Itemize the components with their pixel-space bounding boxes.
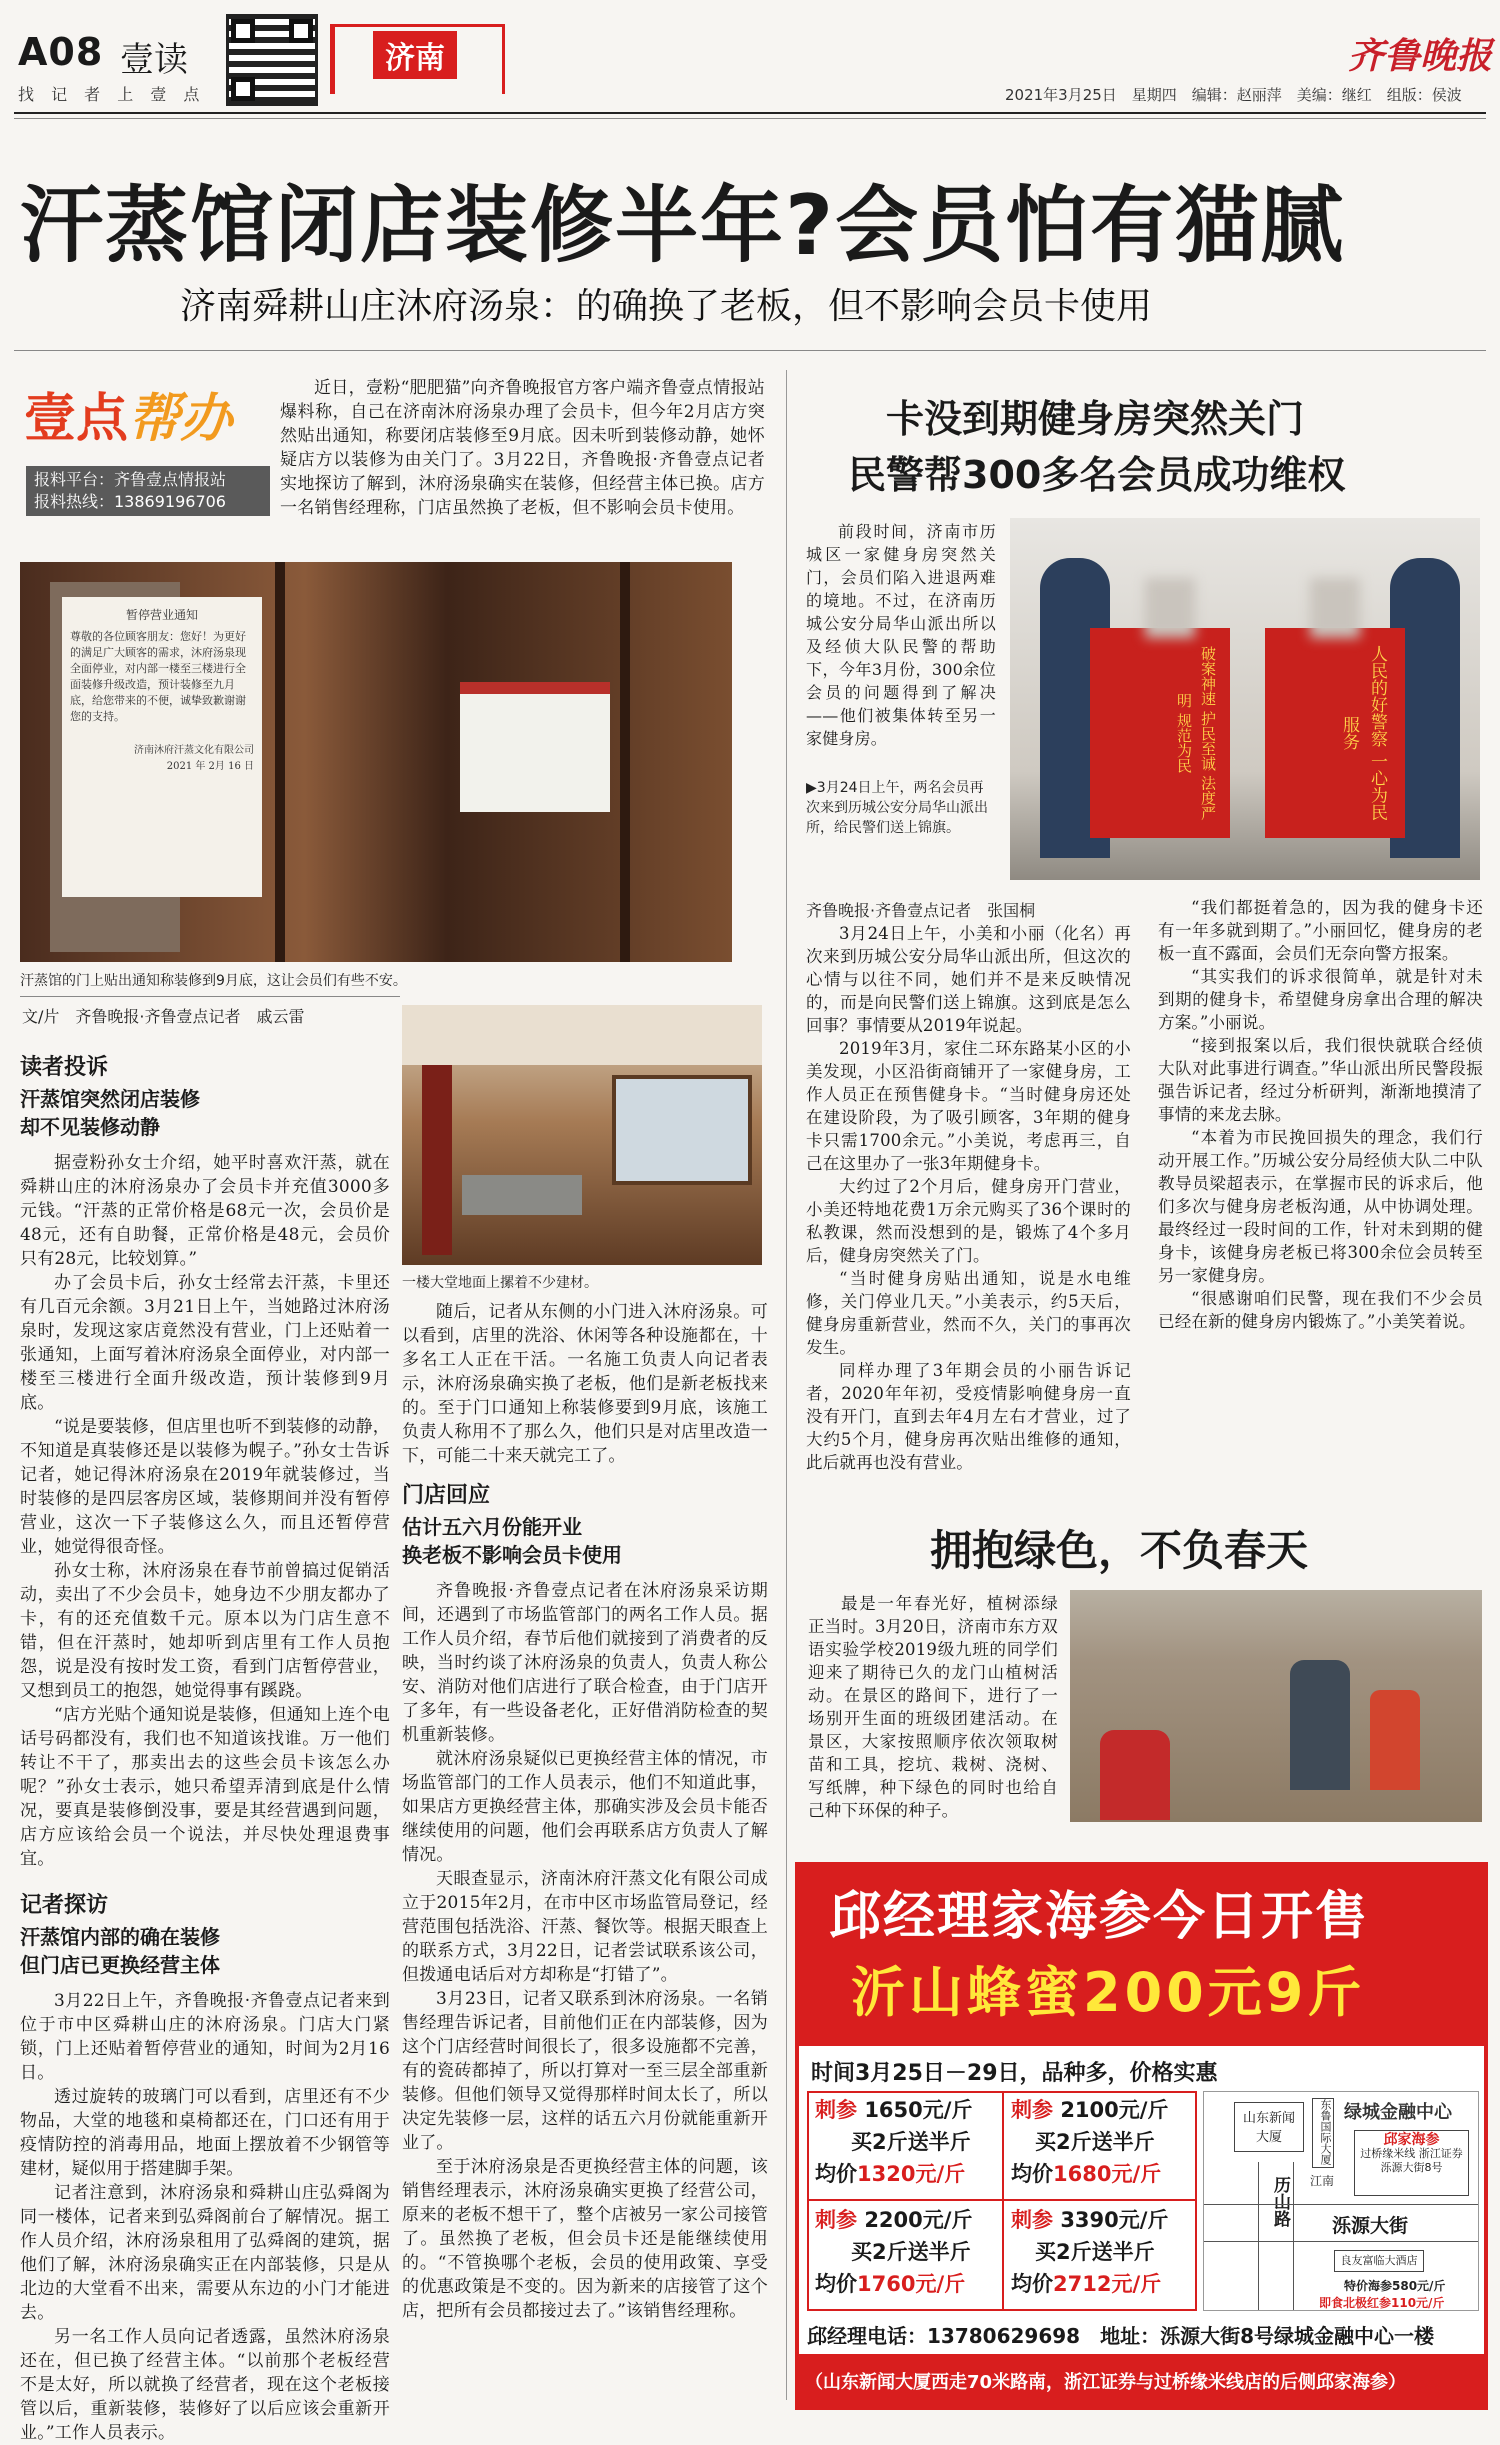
column-divider [786, 370, 787, 2400]
column-name: 壹读 [120, 40, 188, 80]
closure-notice: 暂停营业通知 尊敬的各位顾客朋友：您好！为更好的满足广大顾客的需求，沐府汤泉现全面停业，对内部一楼至三楼进行全面装修升级改造，预计装修至九月底，给您带来的不便，诚挚致歉谢谢您的支持。 济南沐府汗蒸文化有限公司 2021 年 2月 16 日 [62, 597, 262, 897]
ad-title: 邱经理家海参今日开售 [829, 1887, 1370, 1947]
green-body: 最是一年春光好，植树添绿正当时。3月20日，济南市东方双语实验学校2019级九班的同学们迎来了期待已久的龙门山植树活动。在景区的路间下，进行了一场别开生面的班级团建活动。在景区，大家按照顺序依次领取树苗和工具，挖坑、栽树、浇树、写纸牌，种下绿色的同时也给自己种下环保的种子。 [808, 1594, 1058, 1820]
page-number: A08 [18, 30, 104, 74]
gym-body-col2: “我们都挺着急的，因为我的健身卡还有一年多就到期了。”小丽回忆，健身房的老板一直不露面，会员们无奈向警方报案。 “其实我们的诉求很简单，就是针对未到期的健身卡，希望健身房拿出合理的解决方案。”小丽说。 “接到报案以后，我们很快就联合经侦大队对此事进行调查。”华山派出所民警段振强告诉记者，经过分析研判，渐渐地摸清了事情的来龙去脉。 “本着为市民挽回损失的理念，我们行动开展工作。”历城公安分局经侦大队二中队教导员梁超表示，在掌握市民的诉求后，他们多次与健身房老板沟通，从中协调处理。最终经过一段时间的工作，针对未到期的健身卡，该健身房老板已将300余位会员转至另一家健身房。 “很感谢咱们民警，现在我们不少会员已经在新的健身房内锻炼了。”小美笑着说。 [1158, 898, 1483, 1331]
banner-right: 人民的好警察 一心为民服务 [1265, 628, 1405, 838]
headline-rule [14, 350, 1486, 351]
section-name: 济南 [373, 31, 457, 79]
seafood-ad [795, 1862, 1488, 2410]
shop-location: 邱家海参 [1383, 2132, 1440, 2148]
section-tag [330, 24, 505, 94]
yidian-bangban-logo: 壹点帮办 [24, 389, 233, 449]
price-item-3: 刺参 2200元/斤 买2斤送半斤 均价1760元/斤 [815, 2208, 973, 2296]
ad-subtitle: 沂山蜂蜜200元9斤 [851, 1961, 1366, 2024]
banner-left: 破案神速 护民至诚 法度严明 规范为民 [1090, 628, 1230, 838]
main-subheadline: 济南舜耕山庄沐府汤泉：的确换了老板，但不影响会员卡使用 [180, 286, 1153, 327]
price-item-1: 刺参 1650元/斤 买2斤送半斤 均价1320元/斤 [815, 2098, 973, 2186]
report-platform: 报料平台：齐鲁壹点情报站 [34, 470, 227, 489]
main-headline: 汗蒸馆闭店装修半年?会员怕有猫腻 [20, 177, 1346, 274]
header-rule [14, 112, 1486, 114]
header-rule-thin [14, 118, 1486, 119]
gym-photo-caption: ▶3月24日上午，两名会员再次来到历城公安分局华山派出所，给民警们送上锦旗。 [806, 780, 988, 836]
ad-time: 时间3月25日－29日，品种多，价格实惠 [811, 2061, 1218, 2086]
tree-planting-photo[interactable] [1070, 1590, 1482, 1822]
dateline: 2021年3月25日 星期四 编辑：赵丽萍 美编：继红 组版：侯波 [1005, 86, 1462, 104]
section-complaint: 读者投诉 汗蒸馆突然闭店装修 却不见装修动静 据壹粉孙女士介绍，她平时喜欢汗蒸，就在舜耕山庄的沐府汤泉办了会员卡并充值3000多元钱。“汗蒸的正常价格是68元一次，会员价是48元，还有自助餐，正常价格是48元，会员价只有28元，比较划算。” 办了会员卡后，孙女士经常去汗蒸，卡里还有几百元余额。3月21日上午，当她路过沐府汤泉时，发现这家店竟然没有营业，门上还贴着一张通知，上面写着沐府汤泉全面停业，对内部一楼至三楼进行全面升级改造，预计装修到9月底。 “说是要装修，但店里也听不到装修的动静，不知道是真装修还是以装修为幌子。”孙女士告诉记者，她记得沐府汤泉在2019年就装修过，当时装修的是四层客房区域，装修期间并没有暂停营业，这次一下子装修这么久，而且还暂停营业，她觉得很奇怪。 孙女士称，沐府汤泉在春节前曾搞过促销活动，卖出了不少会员卡，她身边不少朋友都办了卡，有的还充值数千元。原本以为门店生意不错，但在汗蒸时，她却听到店里有工作人员抱怨，说是没有按时发工资，看到门店暂停营业，又想到员工的抱怨，她觉得事有蹊跷。 “店方光贴个通知说是装修，但通知上连个电话号码都没有，我们也不知道该找谁。万一他们转让不干了，那卖出去的这些会员卡该怎么办呢？”孙女士表示，她只希望弄清到底是什么情况，要真是装修倒没事，要是其经营遇到问题，店方应该给会员一个说法，并尽快处理退费事宜。 [20, 1055, 390, 1869]
ad-map[interactable]: 山东新闻大厦 东鲁国际大厦 绿城金融中心 邱家海参 过桥缘米线 浙江证券 泺源大街8号 江南 历山路 泺源大街 良友富临大酒店 特价海参580元/斤 即食北极红参110元/斤 [1203, 2091, 1479, 2311]
price-item-4: 刺参 3390元/斤 买2斤送半斤 均价2712元/斤 [1011, 2208, 1169, 2296]
section-visit-cont: 随后，记者从东侧的小门进入沐府汤泉。可以看到，店里的洗浴、休闲等各种设施都在，十多名工人正在干活。一名施工负责人向记者表示，沐府汤泉确实换了老板，他们是新老板找来的。至于门口通知上称装修要到9月底，该施工负责人称用不了那么久，他们只是对店里改造一下，可能二十来天就完工了。 门店回应 估计五六月份能开业 换老板不影响会员卡使用 齐鲁晚报·齐鲁壹点记者在沐府汤泉采访期间，还遇到了市场监管部门的两名工作人员。据工作人员介绍，春节后他们就接到了消费者的反映，当时约谈了沐府汤泉的负责人，负责人称公安、消防对他们店进行了联合检查，由于门店开了多年，有一些设备老化，正好借消防检查的契机重新装修。 就沐府汤泉疑似已更换经营主体的情况，市场监管部门的工作人员表示，他们不知道此事，如果店方更换经营主体，那确实涉及会员卡能否继续使用的问题，他们会再联系店方负责人了解情况。 天眼查显示，济南沐府汗蒸文化有限公司成立于2015年2月，在市中区市场监管局登记，经营范围包括洗浴、汗蒸、餐饮等。根据天眼查上的联系方式，3月22日，记者尝试联系该公司，但拨通电话后对方却称是“打错了”。 3月23日，记者又联系到沐府汤泉。一名销售经理告诉记者，目前他们正在内部装修，因为这个门店经营时间很长了，很多设施都不完善，有的瓷砖都掉了，所以打算对一至三层全部重新装修。但他们领导又觉得那样时间太长了，所以决定先装修一层，这样的话五六月份就能重新开业了。 至于沐府汤泉是否更换经营主体的问题，该销售经理表示，沐府汤泉确实更换了经营公司，原来的老板不想干了，整个店被另一家公司接管了。虽然换了老板，但会员卡还是能继续使用的。“不管换哪个老板，会员的使用政策、享受的优惠政策是不变的。因为新来的店接管了这个店，把所有会员都接过去了。”该销售经理称。 [402, 1302, 768, 2321]
gym-byline: 齐鲁晚报·齐鲁壹点记者 张国桐 [806, 901, 1036, 920]
posted-sign [460, 682, 610, 812]
gym-body-col1: 3月24日上午，小美和小丽（化名）再次来到历城公安分局华山派出所，但这次的心情与以往不同，她们并不是来反映情况的，而是向民警们送上锦旗。这到底是怎么回事？事情要从2019年说起。 2019年3月，家住二环东路某小区的小美发现，小区沿街商铺开了一家健身房，工作人员正在预售健身卡。“当时健身房还处在建设阶段，为了吸引顾客，3年期的健身卡只需1700余元。”小美说，考虑再三，自己在这里办了一张3年期健身卡。 大约过了2个月后，健身房开门营业，小美还特地花费1万余元购买了36个课时的私教课，然而没想到的是，锻炼了4个多月后，健身房突然关了门。 “当时健身房贴出通知，说是水电维修，关门停业几天。”小美表示，约5天后，健身房重新营业，然而不久，关门的事再次发生。 同样办理了3年期会员的小丽告诉记者，2020年年初，受疫情影响健身房一直没有开门，直到去年4月左右才营业，过了大约5个月，健身房再次贴出维修的通知，此后就再也没有营业。 [806, 924, 1131, 1472]
price-item-2: 刺参 2100元/斤 买2斤送半斤 均价1680元/斤 [1011, 2098, 1169, 2186]
column-slogan: 找 记 者 上 壹 点 [18, 85, 206, 104]
lobby-photo[interactable] [402, 1005, 762, 1265]
qr-code[interactable] [226, 14, 318, 106]
green-title: 拥抱绿色，不负春天 [930, 1526, 1309, 1575]
photo1-caption: 汗蒸馆的门上贴出通知称装修到9月底，这让会员们有些不安。 [20, 973, 407, 989]
main-lead: 近日，壹粉“肥肥猫”向齐鲁晚报官方客户端齐鲁壹点情报站爆料称，自己在济南沐府汤泉办理了会员卡，但今年2月店方突然贴出通知，称要闭店装修至9月底。因未听到装修动静，她怀疑店方以装修为由关门了。3月22日，齐鲁晚报·齐鲁壹点记者实地探访了解到，沐府汤泉确实在装修，但经营主体已换。店方一名销售经理称，门店虽然换了老板，但不影响会员卡使用。 [280, 378, 765, 518]
ad-address: （山东新闻大厦西走70米路南，浙江证券与过桥缘米线店的后侧邱家海参） [799, 2354, 1484, 2406]
main-byline: 文/片 齐鲁晚报·齐鲁壹点记者 戚云雷 [22, 1007, 305, 1026]
closed-store-photo[interactable] [20, 562, 732, 962]
gym-title2: 民警帮300多名会员成功维权 [848, 453, 1346, 497]
gym-title1: 卡没到期健身房突然关门 [886, 397, 1305, 441]
ad-phone: 邱经理电话：13780629698 地址：泺源大街8号绿城金融中心一楼 [807, 2324, 1434, 2348]
photo2-caption: 一楼大堂地面上摞着不少建材。 [402, 1275, 598, 1291]
gym-lead: 前段时间，济南市历城区一家健身房突然关门，会员们陷入进退两难的境地。不过，在济南历城公安分局华山派出所以及经侦大队民警的帮助下，今年3月份，300余位会员的问题得到了解决——他们被集体转至另一家健身房。 [806, 522, 996, 748]
gym-banner-photo[interactable] [1010, 518, 1480, 880]
newspaper-logo: 齐鲁晚报 [1348, 35, 1493, 77]
section-visit: 记者探访 汗蒸馆内部的确在装修 但门店已更换经营主体 3月22日上午，齐鲁晚报·齐鲁壹点记者来到位于市中区舜耕山庄的沐府汤泉。门店大门紧锁，门上还贴着暂停营业的通知，时间为2月16日。 透过旋转的玻璃门可以看到，店里还有不少物品，大堂的地毯和桌椅都还在，门口还有用于疫情防控的消毒用品，地面上摆放着不少钢管等建材，疑似用于搭建脚手架。 记者注意到，沐府汤泉和舜耕山庄弘舜阁为同一楼体，记者来到弘舜阁前台了解情况。据工作人员介绍，沐府汤泉租用了弘舜阁的建筑，据他们了解，沐府汤泉确实正在内部装修，只是从北边的大堂看不出来，需要从东边的小门才能进去。 另一名工作人员向记者透露，虽然沐府汤泉还在，但已换了经营主体。“以前那个老板经营不是太好，所以就换了经营者，现在这个老板接管以后，重新装修，装修好了以后应该会重新开业。”工作人员表示。 [20, 1893, 390, 2443]
report-info [26, 466, 270, 516]
report-hotline: 报料热线：13869196706 [34, 492, 226, 511]
